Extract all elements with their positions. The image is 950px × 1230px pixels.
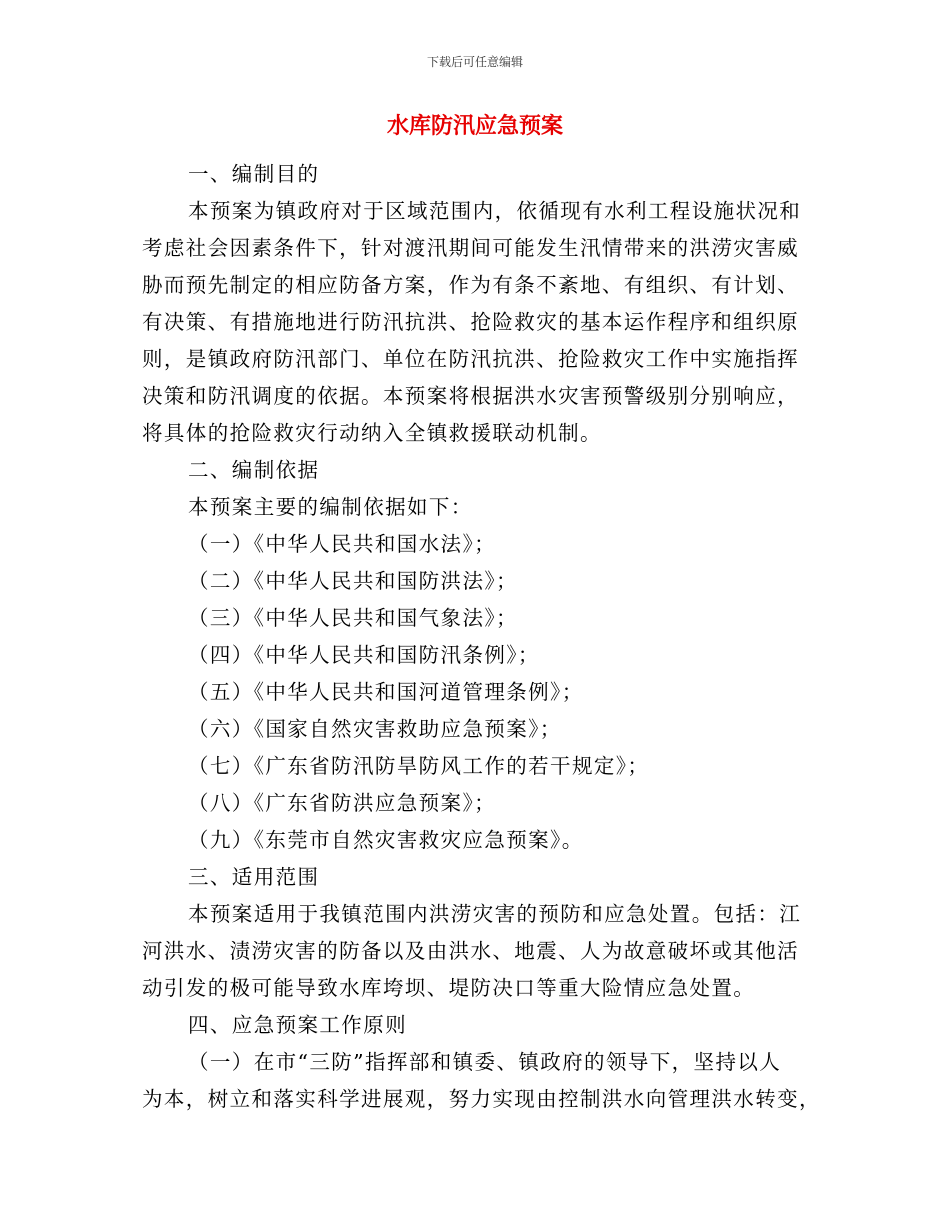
paragraph-line: 考虑社会因素条件下，针对渡汛期间可能发生汛情带来的洪涝灾害威 [142,236,799,260]
list-item: （五）《中华人民共和国河道管理条例》； [188,680,584,704]
page-header-note: 下载后可任意编辑 [426,55,523,69]
paragraph-line: 河洪水、渍涝灾害的防备以及由洪水、地震、人为故意破坏或其他活 [142,939,799,963]
paragraph-line: 有决策、有措施地进行防汛抗洪、抢险救灾的基本运作程序和组织原 [142,310,799,334]
section-heading: 二、编制依据 [188,458,320,482]
paragraph-line: 本预案主要的编制依据如下： [188,495,473,519]
paragraph-line: （一）在市“三防”指挥部和镇委、镇政府的领导下，坚持以人 [188,1050,782,1074]
paragraph-line: 为本，树立和落实科学进展观，努力实现由控制洪水向管理洪水转变， [142,1087,821,1111]
paragraph-line: 动引发的极可能导致水库垮坝、堤防决口等重大险情应急处置。 [142,976,756,1000]
list-item: （一）《中华人民共和国水法》； [188,532,496,556]
paragraph-line: 将具体的抢险救灾行动纳入全镇救援联动机制。 [142,421,602,445]
list-item: （六）《国家自然灾害救助应急预案》； [188,717,562,741]
list-item: （七）《广东省防汛防旱防风工作的若干规定》； [188,754,650,778]
list-item: （八）《广东省防洪应急预案》； [188,791,496,815]
document-body [142,156,821,1118]
list-item: （九）《东莞市自然灾害救灾应急预案》。 [188,828,584,852]
paragraph-line: 本预案适用于我镇范围内洪涝灾害的预防和应急处置。包括：江 [188,902,802,926]
paragraph-line: 决策和防汛调度的依据。本预案将根据洪水灾害预警级别分别响应， [142,384,799,408]
list-item: （三）《中华人民共和国气象法》； [188,606,518,630]
section-heading: 四、应急预案工作原则 [188,1013,407,1037]
document-title: 水库防汛应急预案 [386,114,563,139]
section-heading: 一、编制目的 [188,162,320,186]
paragraph-line: 则，是镇政府防汛部门、单位在防汛抗洪、抢险救灾工作中实施指挥 [142,347,799,371]
list-item: （二）《中华人民共和国防洪法》； [188,569,518,593]
paragraph-line: 胁而预先制定的相应防备方案，作为有条不紊地、有组织、有计划、 [142,273,799,297]
section-heading: 三、适用范围 [188,865,320,889]
paragraph-line: 本预案为镇政府对于区域范围内，依循现有水利工程设施状况和 [188,199,802,223]
list-item: （四）《中华人民共和国防汛条例》； [188,643,540,667]
